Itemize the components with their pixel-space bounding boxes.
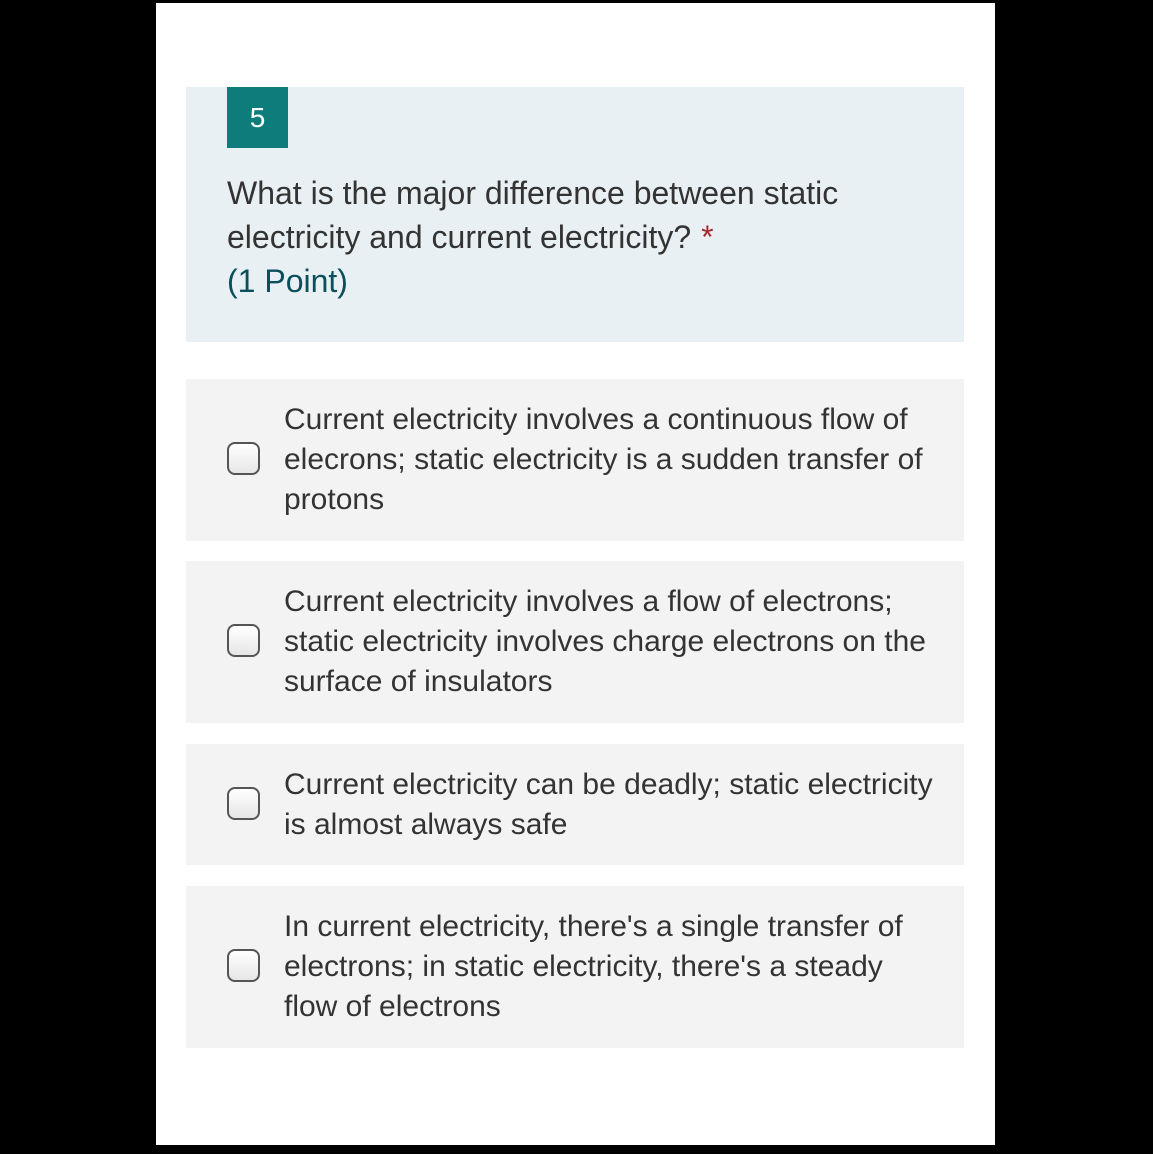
checkbox-icon[interactable] [227, 787, 260, 820]
choice-label: Current electricity involves a flow of electrons; static electricity involves charge electrons on the surface of insulators [284, 585, 926, 698]
required-indicator: * [701, 219, 714, 255]
choice-option-1[interactable] [186, 379, 964, 541]
choice-option-3[interactable] [186, 744, 964, 865]
question-number-badge: 5 [227, 87, 288, 148]
question-points: (1 Point) [227, 263, 348, 299]
question-title [227, 171, 947, 303]
choice-label: Current electricity can be deadly; static electricity is almost always safe [284, 767, 933, 841]
choice-label: Current electricity involves a continuous flow of elecrons; static electricity is a sudden transfer of protons [284, 403, 923, 516]
checkbox-icon[interactable] [227, 949, 260, 982]
checkbox-icon[interactable] [227, 624, 260, 657]
question-text: What is the major difference between static electricity and current electricity? [227, 175, 839, 255]
form-page [156, 3, 995, 1145]
question-header [186, 87, 964, 342]
choice-option-4[interactable] [186, 886, 964, 1048]
choice-option-2[interactable] [186, 561, 964, 723]
choice-label: In current electricity, there's a single transfer of electrons; in static electricity, there's a steady flow of electrons [284, 910, 903, 1023]
checkbox-icon[interactable] [227, 442, 260, 475]
